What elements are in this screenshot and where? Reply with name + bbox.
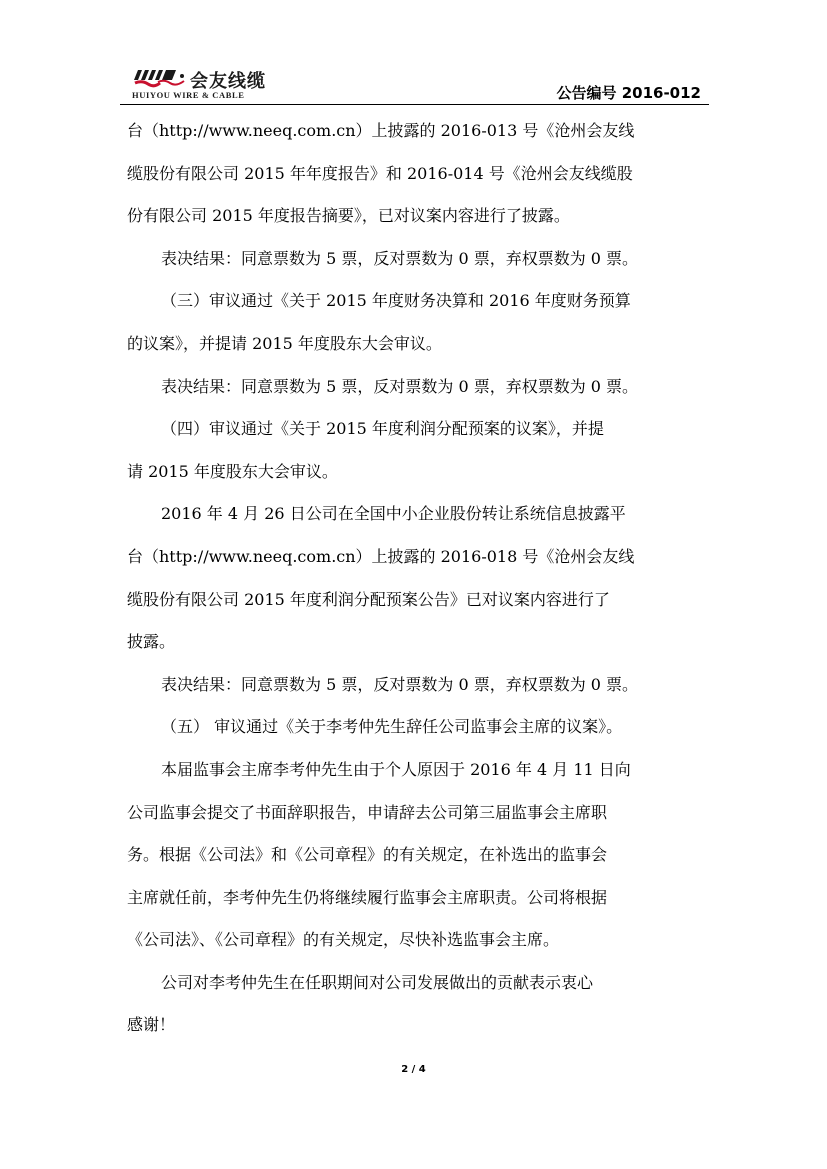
page-header [120, 60, 709, 108]
header-divider [120, 104, 709, 105]
text-line: 感谢！ [127, 1015, 176, 1035]
logo-mark-icon [132, 68, 188, 90]
text-line: 请 2015 年度股东大会审议。 [127, 461, 338, 481]
text-line: 缆股份有限公司 2015 年度利润分配预案公告》已对议案内容进行了 [127, 589, 610, 609]
resolution-heading: （三）审议通过《关于 2015 年度财务决算和 2016 年度财务预算 [161, 291, 631, 311]
resolution-heading: （五） 审议通过《关于李考仲先生辞任公司监事会主席的议案》。 [161, 717, 623, 737]
text-line: 务。根据《公司法》和《公司章程》的有关规定，在补选出的监事会 [127, 845, 608, 865]
text-line: 2016 年 4 月 26 日公司在全国中小企业股份转让系统信息披露平 [161, 504, 626, 524]
vote-result-line: 表决结果：同意票数为 5 票，反对票数为 0 票，弃权票数为 0 票。 [161, 674, 639, 694]
text-line: 公司监事会提交了书面辞职报告，申请辞去公司第三届监事会主席职 [127, 802, 608, 822]
vote-result-line: 表决结果：同意票数为 5 票，反对票数为 0 票，弃权票数为 0 票。 [161, 376, 639, 396]
page-number: 2 / 4 [401, 1064, 426, 1075]
text-line: 公司对李考仲先生在任职期间对公司发展做出的贡献表示衷心 [161, 972, 594, 992]
text-line: 台（http://www.neeq.com.cn）上披露的 2016-013 号《沧州会友线 [127, 121, 635, 140]
text-line: 份有限公司 2015 年度报告摘要》，已对议案内容进行了披露。 [127, 206, 570, 226]
logo-english-name: HUIYOU WIRE & CABLE [132, 90, 245, 100]
document-body [127, 110, 717, 1047]
company-logo [132, 66, 332, 100]
text-line: 本届监事会主席李考仲先生由于个人原因于 2016 年 4 月 11 日向 [161, 759, 631, 779]
logo-chinese-name: 会友线缆 [190, 71, 266, 92]
text-line: 主席就任前，李考仲先生仍将继续履行监事会主席职责。公司将根据 [127, 887, 608, 907]
text-line: 台（http://www.neeq.com.cn）上披露的 2016-018 号《沧州会友线 [127, 546, 635, 566]
vote-result-line: 表决结果：同意票数为 5 票，反对票数为 0 票，弃权票数为 0 票。 [161, 248, 639, 268]
text-line: 缆股份有限公司 2015 年年度报告》和 2016-014 号《沧州会友线缆股 [127, 163, 633, 183]
text-line: 《公司法》、《公司章程》的有关规定，尽快补选监事会主席。 [127, 930, 560, 950]
announcement-number: 公告编号 2016-012 [556, 84, 701, 102]
text-line: 的议案》，并提请 2015 年度股东大会审议。 [127, 333, 442, 353]
text-line: 披露。 [127, 632, 176, 652]
resolution-heading: （四）审议通过《关于 2015 年度利润分配预案的议案》，并提 [161, 419, 604, 439]
